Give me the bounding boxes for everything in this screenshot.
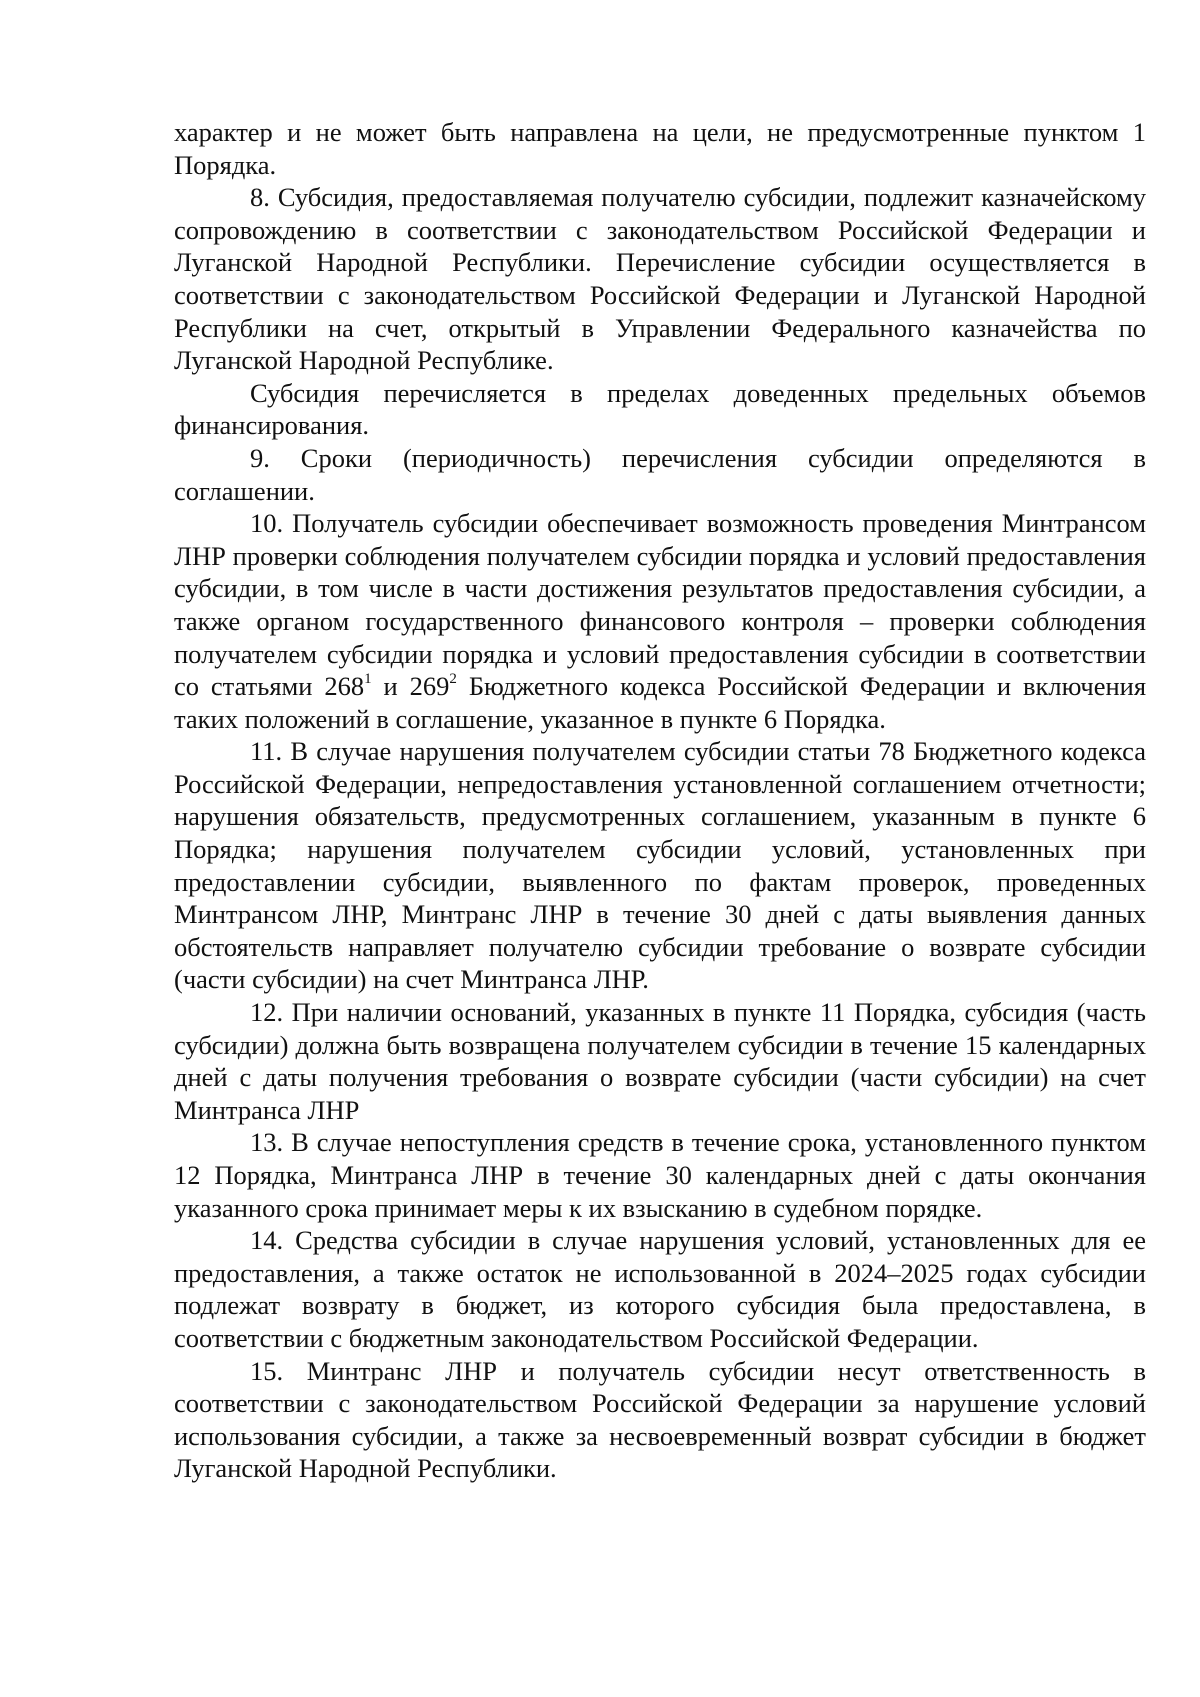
paragraph-10-text-c: Бюджетного кодекса Российской Федерации и включения таких положений в соглашение, указанное в пункте 6 Порядка. [174,671,1147,734]
paragraph-10-text-b: и 269 [371,671,450,702]
paragraph-11: 11. В случае нарушения получателем субсидии статьи 78 Бюджетного кодекса Российской Федерации, непредоставления установленной соглашением отчетности; нарушения обязательств, предусмотренных соглашением, указанным в пункте 6 Порядка; нарушения получателем субсидии условий, установленных при предоставлении субсидии, выявленного по фактам проверок, проведенных Минтрансом ЛНР, Минтранс ЛНР в течение 30 дней с даты выявления данных обстоятельств направляет получателю субсидии требование о возврате субсидии (части субсидии) на счет Минтранса ЛНР. [174,736,1146,995]
document-body [174,116,1146,1485]
paragraph-10-text-a: 10. Получатель субсидии обеспечивает возможность проведения Минтрансом ЛНР проверки соблюдения получателем субсидии порядка и условий предоставления субсидии, в том числе в части достижения результатов предоставления субсидии, а также органом государственного финансового контроля – проверки соблюдения получателем субсидии порядка и условий предоставления субсидии в соответствии со статьями 268 [174,508,1146,702]
paragraph-9: 9. Сроки (периодичность) перечисления субсидии определяются в соглашении. [174,442,1146,506]
paragraph-14: 14. Средства субсидии в случае нарушения условий, установленных для ее предоставления, а также остаток не использованной в 2024–2025 годах субсидии подлежат возврату в бюджет, из которого субсидия была предоставлена, в соответствии с бюджетным законодательством Российской Федерации. [174,1225,1146,1353]
paragraph-8: 8. Субсидия, предоставляемая получателю субсидии, подлежит казначейскому сопровождению в соответствии с законодательством Российской Федерации и Луганской Народной Республики. Перечисление субсидии осуществляется в соответствии с законодательством Российской Федерации и Луганской Народной Республики на счет, открытый в Управлении Федерального казначейства по Луганской Народной Республике. [174,182,1146,376]
superscript-269: 2 [449,671,457,688]
paragraph-15: 15. Минтранс ЛНР и получатель субсидии несут ответственность в соответствии с законодательством Российской Федерации за нарушение условий использования субсидии, а также за несвоевременный возврат субсидии в бюджет Луганской Народной Республики. [174,1355,1146,1484]
paragraph-8-transfer-limits: Субсидия перечисляется в пределах доведенных предельных объемов финансирования. [174,377,1146,441]
paragraph-13: 13. В случае непоступления средств в течение срока, установленного пунктом 12 Порядка, Минтранса ЛНР в течение 30 календарных дней с даты окончания указанного срока принимает меры к их взысканию в судебном порядке. [174,1127,1146,1223]
paragraph-12: 12. При наличии оснований, указанных в пункте 11 Порядка, субсидия (часть субсидии) должна быть возвращена получателем субсидии в течение 15 календарных дней с даты получения требования о возврате субсидии (части субсидии) на счет Минтранса ЛНР [174,997,1146,1125]
superscript-268: 1 [364,671,372,688]
paragraph-continuation: характер и не может быть направлена на цели, не предусмотренные пунктом 1 Порядка. [174,117,1146,180]
paragraph-10 [174,507,1146,735]
